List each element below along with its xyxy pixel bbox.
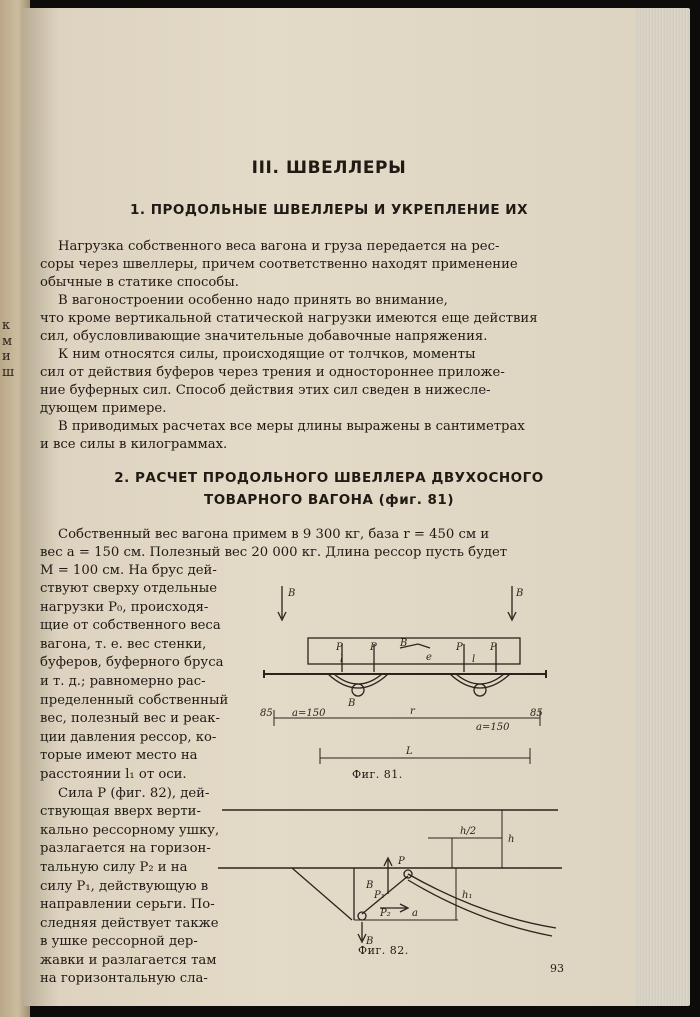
text-line: Сила P (фиг. 82), дей- <box>58 785 210 801</box>
label-B: B <box>400 638 408 649</box>
label-B: B <box>366 936 374 947</box>
dim-a-150: a=150 <box>476 722 510 733</box>
text-line: жавки и разлагается там <box>40 952 217 968</box>
text-line: нагрузки P₀, происходя- <box>40 599 209 615</box>
text-line: соры через швеллеры, причем соответственно находят применение <box>40 257 518 272</box>
axle-left <box>352 684 364 696</box>
text-line: следняя действует также <box>40 915 219 931</box>
section-1-title: 1. ПРОДОЛЬНЫЕ ШВЕЛЛЕРЫ И УКРЕПЛЕНИЕ ИХ <box>129 202 529 218</box>
text-line: тальную силу P₂ и на <box>40 859 188 875</box>
text-line: сил, обусловливающие значительные добавочные напряжения. <box>40 329 488 344</box>
label-B: B <box>366 880 374 891</box>
text-line: разлагается на горизон- <box>40 841 211 857</box>
text-line: Собственный вес вагона примем в 9 300 кг, база r = 450 см и <box>58 527 490 542</box>
dim-85: 85 <box>260 708 273 719</box>
text-line: буферов, буферного бруса <box>40 655 224 671</box>
text-line: К ним относятся силы, происходящие от толчков, моменты <box>58 347 476 362</box>
text-line: вагона, т. е. вес стенки, <box>40 636 207 652</box>
label-P: P <box>490 642 497 653</box>
text-line: ствуют сверху отдельные <box>40 581 218 596</box>
text-line: ние буферных сил. Способ действия этих сил сведен в нижеслe- <box>40 383 491 398</box>
figure-82-spring-shackle <box>202 798 572 948</box>
text-line: расстоянии l₁ от оси. <box>40 766 187 782</box>
text-line: на горизонтальную сла- <box>40 971 208 987</box>
section-2-intro <box>40 526 586 580</box>
text-line: M = 100 см. На брус дей- <box>40 563 217 578</box>
dim-a-150: a=150 <box>292 708 326 719</box>
text-line: ствующая вверх верти- <box>40 804 201 820</box>
chapter-title: III. ШВЕЛЛЕРЫ <box>251 158 407 178</box>
label-B: B <box>288 588 296 599</box>
label-a: a <box>412 908 418 919</box>
load-arrow-left <box>278 586 286 620</box>
dim-L: L <box>406 746 413 757</box>
section-2-title-line-1: 2. РАСЧЕТ ПРОДОЛЬНОГО ШВЕЛЛЕРА ДВУХОСНОГО <box>114 470 544 486</box>
label-P1: P₁ <box>374 890 385 901</box>
book-page <box>22 8 636 1006</box>
label-B: B <box>348 698 356 709</box>
text-line: В приводимых расчетах все меры длины выражены в сантиметрах <box>58 419 525 434</box>
text-line: направлении серьги. По- <box>40 897 215 913</box>
text-line: дующем примере. <box>40 401 167 416</box>
section-1-text <box>40 238 586 454</box>
page-number: 93 <box>550 962 564 975</box>
text-line: обычные в статике способы. <box>40 275 239 290</box>
label-P: P <box>370 642 377 653</box>
figure-81-caption: Фиг. 81. <box>352 768 403 781</box>
text-line: вес, полезный вес и реак- <box>40 711 220 727</box>
text-line: силу P₁, действующую в <box>40 878 209 894</box>
label-h: h <box>508 834 515 845</box>
label-h-half: h/2 <box>460 826 477 837</box>
dim-r: r <box>410 706 415 717</box>
bracket-diagonal <box>292 868 352 920</box>
figure-81-wagon-frame <box>250 578 560 768</box>
text-line: В вагоностроении особенно надо принять во внимание, <box>58 293 448 308</box>
label-l: l <box>340 654 344 665</box>
text-line: и все силы в килограммах. <box>40 437 228 452</box>
label-P: P <box>398 856 405 867</box>
text-line: вес a = 150 см. Полезный вес 20 000 кг. Длина рессор пусть будет <box>40 545 508 560</box>
text-line: пределенный собственный <box>40 692 229 708</box>
text-line: и т. д.; равномерно рас- <box>40 673 206 689</box>
label-l: l <box>472 654 476 665</box>
page-edges <box>628 8 690 1006</box>
dim-85: 85 <box>530 708 543 719</box>
text-line: в ушке рессорной дер- <box>40 934 198 950</box>
label-h1: h₁ <box>462 890 473 901</box>
section-2-title-line-2: ТОВАРНОГО ВАГОНА (фиг. 81) <box>204 492 454 508</box>
load-arrow-right <box>508 586 516 620</box>
figure-82-caption: Фиг. 82. <box>358 944 409 957</box>
label-B: B <box>516 588 524 599</box>
text-line: щие от собственного веса <box>40 618 221 634</box>
text-line: что кроме вертикальной статической нагрузки имеются еще действия <box>40 311 538 326</box>
text-line: кально рессорному ушку, <box>40 822 220 838</box>
label-e: e <box>426 652 432 663</box>
axle-right <box>474 684 486 696</box>
label-P: P <box>456 642 463 653</box>
text-line: Нагрузка собственного веса вагона и груза передается на рес- <box>58 239 500 254</box>
text-line: сил от действия буферов через трения и одностороннее приложе- <box>40 365 505 380</box>
label-P2: P₂ <box>380 908 391 919</box>
left-page-text-fragment: к м и ш <box>2 318 15 380</box>
label-P: P <box>336 642 343 653</box>
text-line: торые имеют место на <box>40 748 198 764</box>
text-line: ции давления рессор, ко- <box>40 729 217 745</box>
